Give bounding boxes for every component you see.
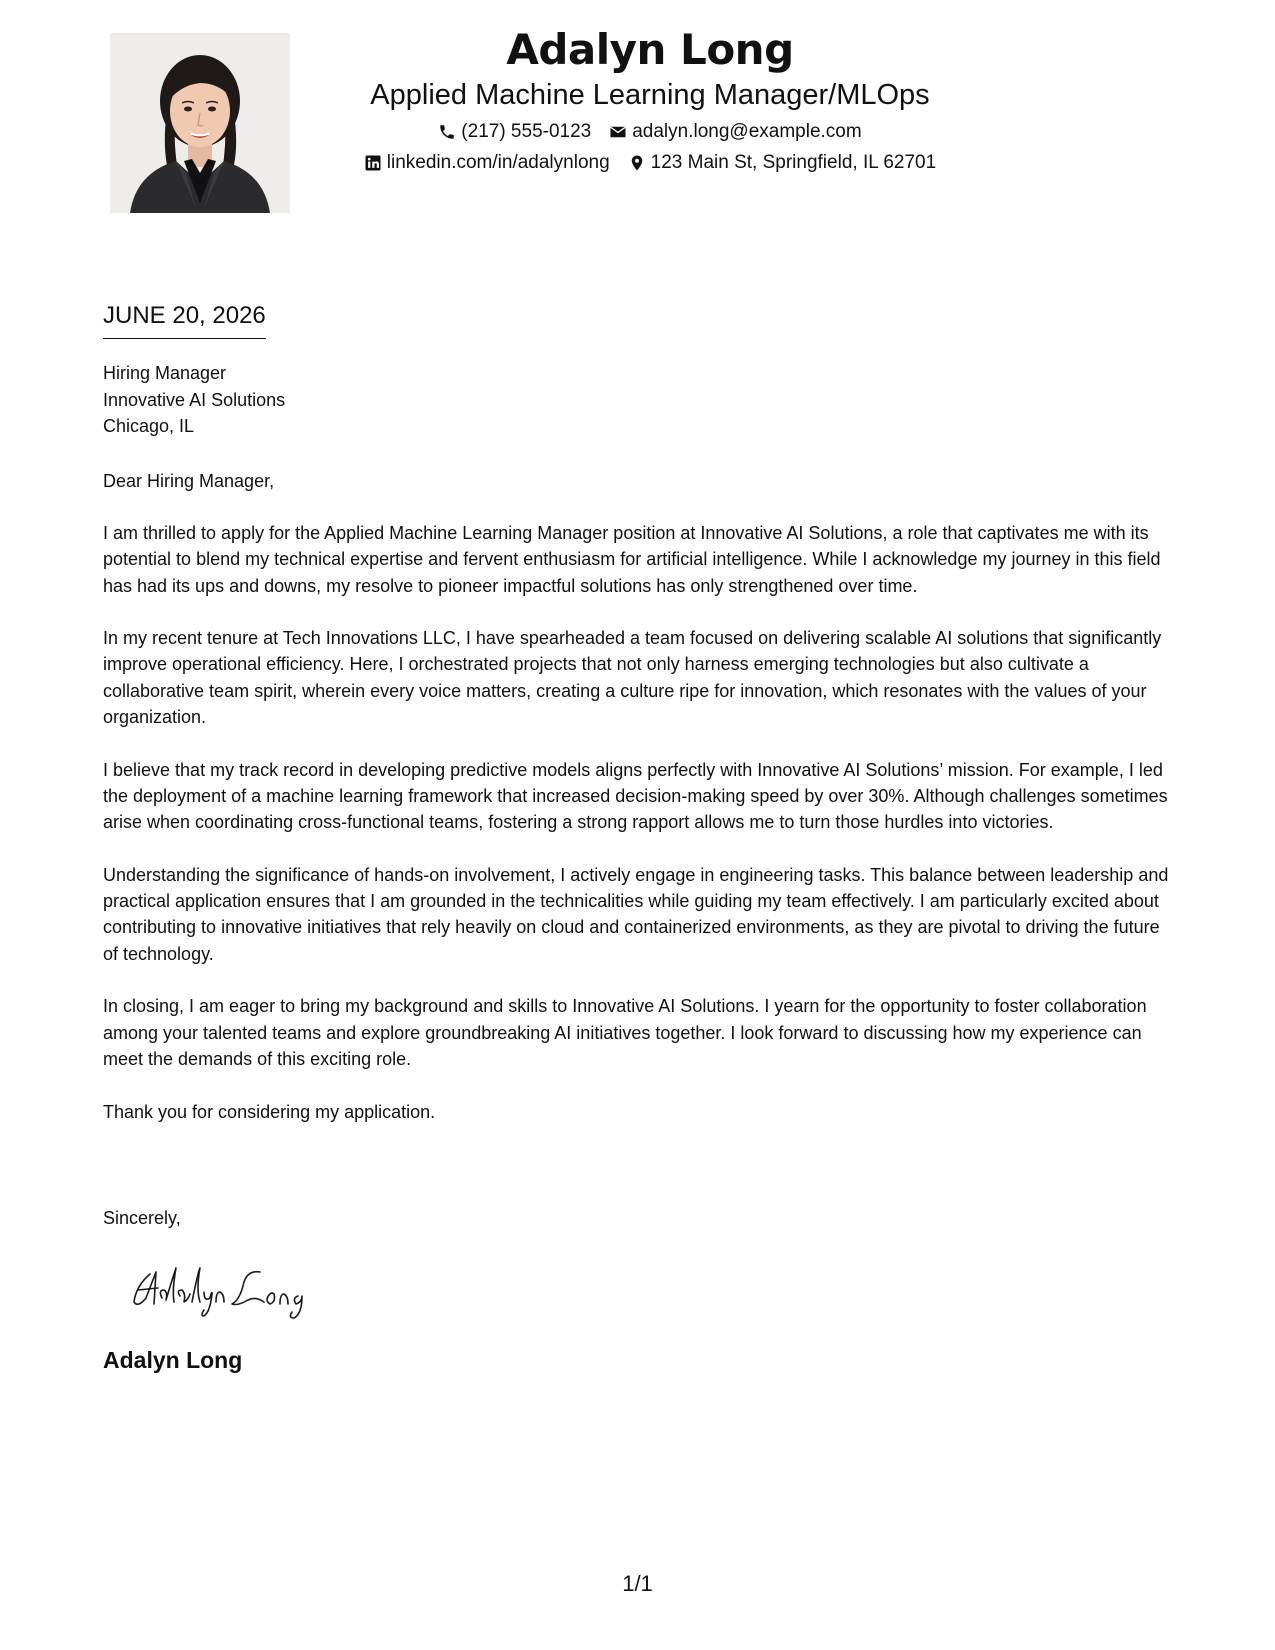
body-paragraph: I am thrilled to apply for the Applied Machine Learning Manager position at Innovative AI Solutions, a role that captivates me with its potential to blend my technical expertise and fervent enthusiasm for artificial intelligence. While I acknowledge my journey in this field has had its ups and downs, my resolve to pioneer impactful solutions has only strengthened over time.	[103, 523, 1161, 596]
map-pin-icon	[628, 154, 646, 172]
recipient-line: Innovative AI Solutions	[103, 389, 286, 410]
linkedin-icon	[364, 154, 382, 172]
email-contact[interactable]	[609, 120, 861, 144]
letter-body	[103, 520, 1178, 1151]
salutation: Dear Hiring Manager,	[103, 471, 275, 491]
closing: Sincerely,	[103, 1208, 181, 1228]
phone-contact[interactable]	[438, 120, 591, 144]
contact-row-1	[330, 120, 970, 144]
recipient-address	[103, 360, 1178, 440]
body-paragraph: In closing, I am eager to bring my background and skills to Innovative AI Solutions. I yearn for the opportunity to foster collaboration among your talented teams and explore groundbreaking AI initiatives together. I look forward to discussing how my experience can meet the demands of this exciting role.	[103, 996, 1147, 1069]
body-paragraph: Thank you for considering my application.	[103, 1101, 436, 1122]
page-number: 1/1	[622, 1571, 653, 1596]
portrait-illustration	[110, 33, 290, 213]
applicant-title: Applied Machine Learning Manager/MLOps	[370, 79, 930, 111]
handwritten-signature	[128, 1260, 338, 1320]
signer-name: Adalyn Long	[103, 1347, 243, 1373]
address-text: 123 Main St, Springfield, IL 62701	[650, 152, 937, 173]
body-paragraph: In my recent tenure at Tech Innovations LLC, I have spearheaded a team focused on delivering scalable AI solutions that significantly improve operational efficiency. Here, I orchestrated projects that not only harness emerging technologies but also cultivate a collaborative team spirit, wherein every voice matters, creating a culture ripe for innovation, which resonates with the values of your organization.	[103, 628, 1162, 728]
recipient-line: Hiring Manager	[103, 363, 227, 383]
letter-date: JUNE 20, 2026	[103, 300, 266, 339]
linkedin-contact[interactable]	[364, 151, 610, 175]
recipient-line: Chicago, IL	[103, 416, 195, 436]
linkedin-text: linkedin.com/in/adalynlong	[386, 152, 610, 173]
applicant-name: Adalyn Long	[506, 25, 794, 74]
envelope-icon	[609, 123, 627, 141]
email-text: adalyn.long@example.com	[632, 121, 862, 142]
address-contact	[628, 151, 937, 175]
phone-icon	[438, 123, 456, 141]
letter-header	[330, 20, 970, 175]
contact-row-2	[330, 151, 970, 175]
phone-text: (217) 555-0123	[461, 121, 592, 142]
body-paragraph: Understanding the significance of hands-on involvement, I actively engage in engineering tasks. This balance between leadership and practical application ensures that I am grounded in the technicalities while guiding my team effectively. I am particularly excited about contributing to innovative initiatives that rely heavily on cloud and containerized environments, as they are pivotal to driving the future of technology.	[103, 864, 1169, 964]
body-paragraph: I believe that my track record in developing predictive models aligns perfectly with Innovative AI Solutions’ mission. For example, I led the deployment of a machine learning framework that increased decision-making speed by over 30%. Although challenges sometimes arise when coordinating cross-functional teams, fostering a strong rapport allows me to turn those hurdles into victories.	[103, 759, 1168, 833]
profile-photo	[110, 33, 290, 213]
